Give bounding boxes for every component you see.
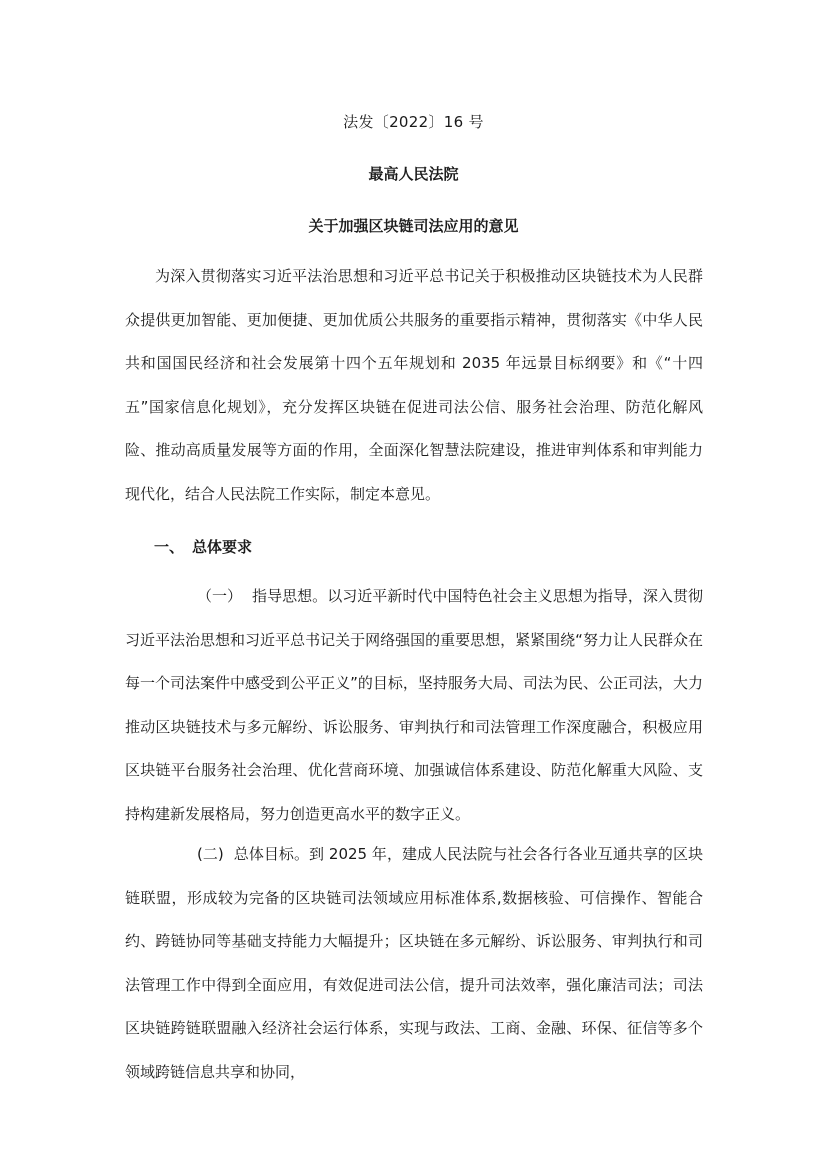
document-number: 法发〔2022〕16 号	[343, 113, 484, 131]
section-number: 一、	[154, 538, 185, 556]
section-title: 总体要求	[192, 538, 253, 556]
issuing-authority: 最高人民法院	[368, 165, 459, 183]
paragraph-guiding-thought	[125, 575, 703, 836]
section-heading	[154, 535, 252, 559]
item-label: （一）	[197, 587, 243, 605]
item-text: 总体目标。到 2025 年，建成人民法院与社会各行各业互通共享的区块链联盟，形成较为完备的区块链司法领域应用标准体系,数据核验、可信操作、智能合约、跨链协同等基础支持能力大幅提升；区块链在多元解纷、诉讼服务、审判执行和司法管理工作中得到全面应用，有效促进司法公信，提升司法效率，强化廉洁司法；司法区块链跨链联盟融入经济社会运行体系，实现与政法、工商、金融、环保、征信等多个领域跨链信息共享和协同，	[125, 845, 703, 1081]
intro-paragraph: 为深入贯彻落实习近平法治思想和习近平总书记关于积极推动区块链技术为人民群众提供更加智能、更加便捷、更加优质公共服务的重要指示精神，贯彻落实《中华人民共和国国民经济和社会发展第十四个五年规划和 2035 年远景目标纲要》和《“十四五”国家信息化规划》，充分发挥区块链在促进司法公信、服务社会治理、防范化解风险、推动高质量发展等方面的作用，全面深化智慧法院建设，推进审判体系和审判能力现代化，结合人民法院工作实际，制定本意见。	[125, 267, 703, 503]
item-label: (二)	[197, 845, 224, 863]
item-text: 指导思想。以习近平新时代中国特色社会主义思想为指导，深入贯彻习近平法治思想和习近平总书记关于网络强国的重要思想，紧紧围绕“努力让人民群众在每一个司法案件中感受到公平正义”的目标，坚持服务大局、司法为民、公正司法，大力推动区块链技术与多元解纷、诉讼服务、审判执行和司法管理工作深度融合，积极应用区块链平台服务社会治理、优化营商环境、加强诚信体系建设、防范化解重大风险、支持构建新发展格局，努力创造更高水平的数字正义。	[125, 587, 703, 823]
document-title: 关于加强区块链司法应用的意见	[308, 217, 519, 235]
paragraph-overall-goal	[125, 833, 703, 1094]
